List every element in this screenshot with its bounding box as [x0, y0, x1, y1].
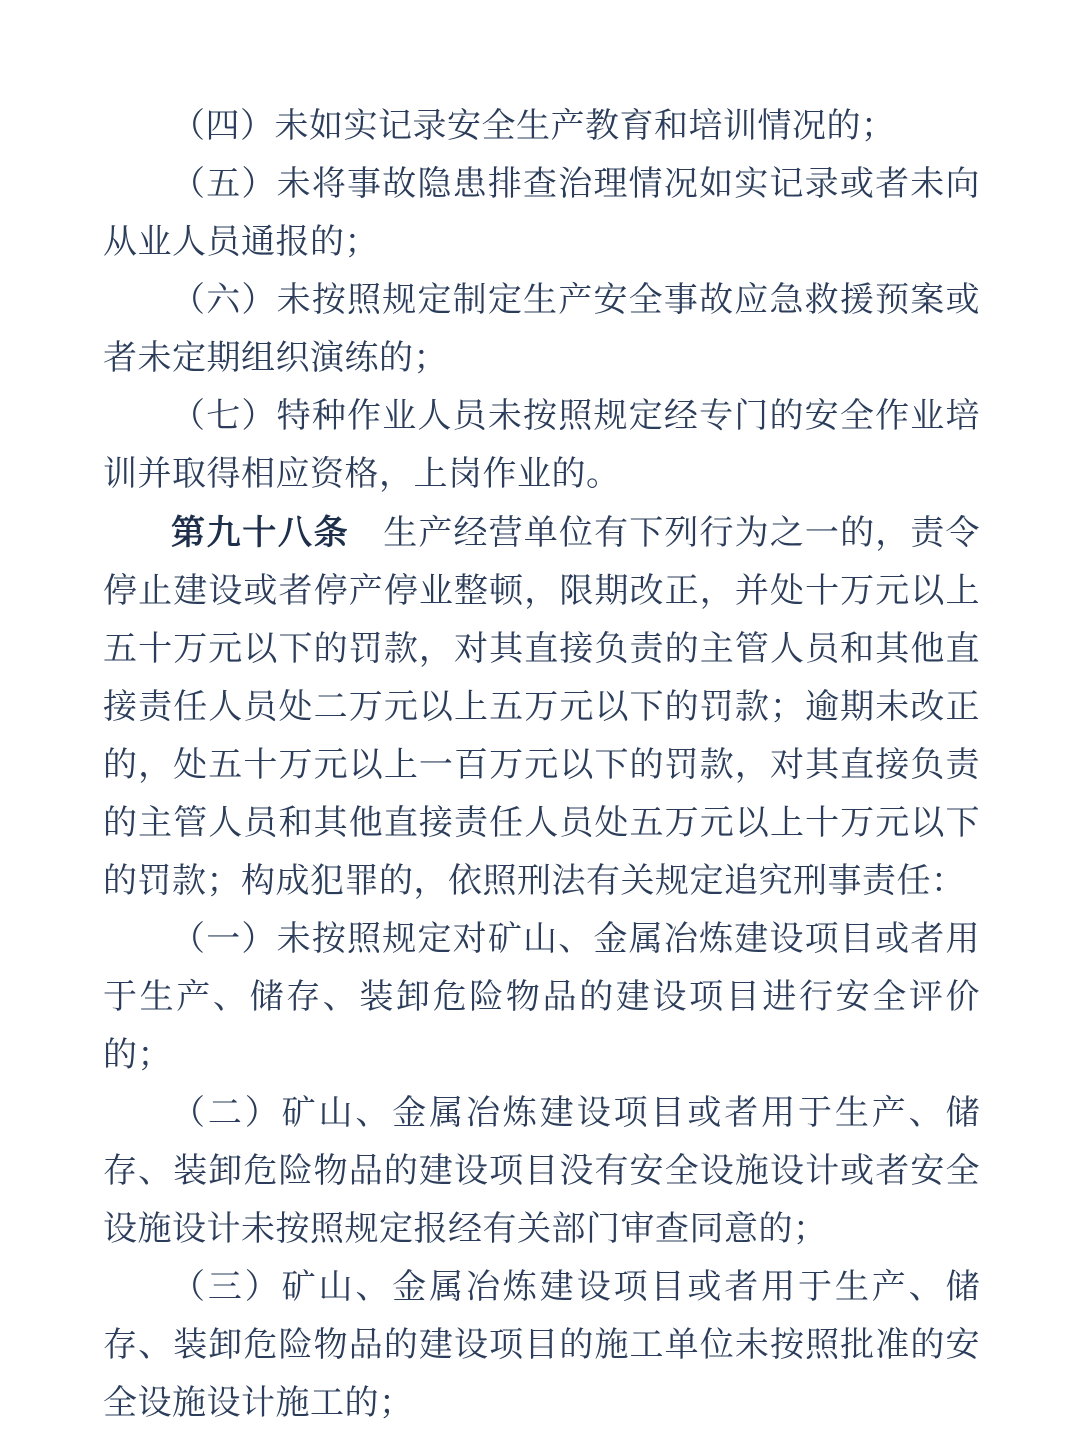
clause-item-1: [103, 911, 980, 1085]
clause-item-4: [103, 98, 980, 156]
clause-item-6-text: （六）未按照规定制定生产安全事故应急救援预案或者未定期组织演练的；: [103, 282, 980, 377]
article-98-text: 生产经营单位有下列行为之一的，责令停止建设或者停产停业整顿，限期改正，并处十万元以上五十万元以下的罚款，对其直接负责的主管人员和其他直接责任人员处二万元以上五万元以下的罚款；逾期未改正的，处五十万元以上一百万元以下的罚款，对其直接负责的主管人员和其他直接责任人员处五万元以上十万元以下的罚款；构成犯罪的，依照刑法有关规定追究刑事责任：: [103, 515, 981, 900]
clause-item-1-text: （一）未按照规定对矿山、金属冶炼建设项目或者用于生产、储存、装卸危险物品的建设项目进行安全评价的；: [103, 921, 980, 1074]
clause-item-2: [103, 1085, 980, 1259]
legal-text-block: [103, 98, 980, 1433]
article-98-paragraph: [103, 504, 980, 911]
clause-item-3: [103, 1259, 980, 1433]
clause-item-6: [103, 272, 980, 388]
clause-item-2-text: （二）矿山、金属冶炼建设项目或者用于生产、储存、装卸危险物品的建设项目没有安全设施设计或者安全设施设计未按照规定报经有关部门审查同意的；: [103, 1095, 980, 1248]
clause-item-5-text: （五）未将事故隐患排查治理情况如实记录或者未向从业人员通报的；: [103, 166, 980, 261]
clause-item-4-text: （四）未如实记录安全生产教育和培训情况的；: [171, 108, 896, 145]
clause-item-5: [103, 156, 980, 272]
clause-item-7-text: （七）特种作业人员未按照规定经专门的安全作业培训并取得相应资格，上岗作业的。: [103, 398, 980, 493]
article-98-number: 第九十八条: [171, 514, 350, 552]
clause-item-7: [103, 388, 980, 504]
clause-item-3-text: （三）矿山、金属冶炼建设项目或者用于生产、储存、装卸危险物品的建设项目的施工单位未按照批准的安全设施设计施工的；: [103, 1269, 980, 1422]
